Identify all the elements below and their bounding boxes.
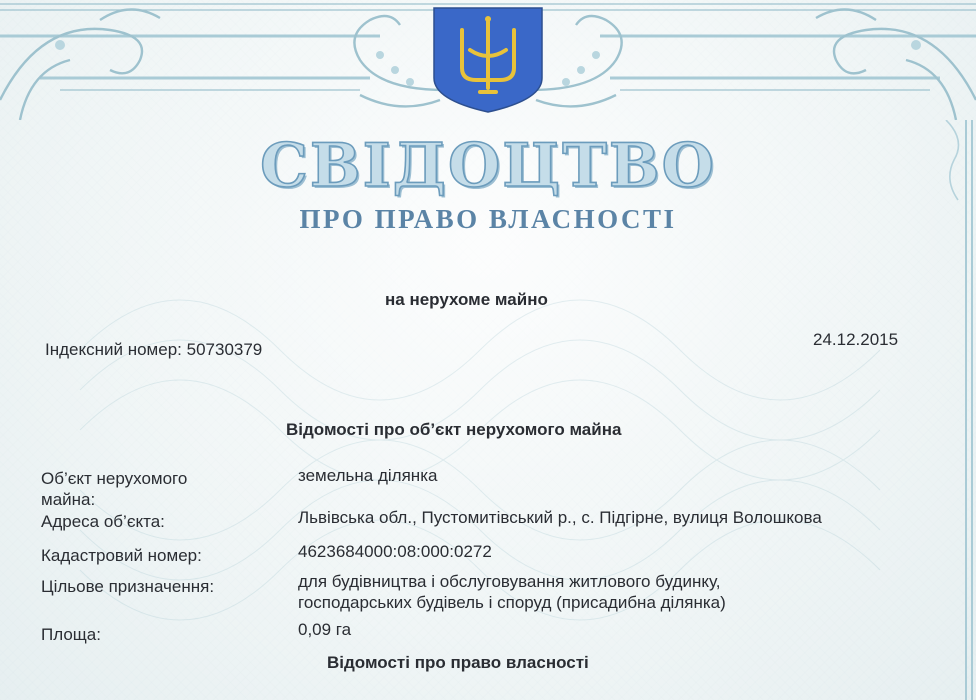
- object-section-heading: Відомості про об’єкт нерухомого майна: [286, 420, 622, 439]
- address-value: Львівська обл., Пустомитівський р., с. Підгірне, вулиця Волошкова: [298, 508, 822, 527]
- certificate-subtitle: ПРО ПРАВО ВЛАСНОСТІ: [299, 204, 677, 234]
- ornamental-frame-top: [0, 0, 976, 120]
- cadastral-number-label: Кадастровий номер:: [41, 546, 202, 565]
- issue-date: 24.12.2015: [813, 330, 899, 349]
- area-label: Площа:: [41, 625, 101, 644]
- certificate-object-type: на нерухоме майно: [385, 290, 548, 309]
- object-type-value: земельна ділянка: [298, 466, 438, 485]
- index-number-label: Індексний номер:: [45, 340, 182, 359]
- index-number-value: 50730379: [186, 340, 263, 359]
- certificate-title: СВІДОЦТВО: [260, 131, 716, 201]
- trident-coat-of-arms-icon: [434, 8, 542, 112]
- address-label: Адреса об’єкта:: [41, 512, 165, 531]
- area-value: 0,09 га: [298, 620, 352, 639]
- purpose-label: Цільове призначення:: [41, 577, 215, 596]
- cadastral-number-value: 4623684000:08:000:0272: [298, 542, 492, 561]
- purpose-value-line2: господарських будівель і споруд (присадибна ділянка): [298, 593, 726, 612]
- ownership-section-heading: Відомості про право власності: [327, 653, 589, 672]
- index-number: [45, 339, 262, 360]
- object-type-label: Об’єкт нерухомого майна:: [41, 469, 188, 509]
- purpose-value: для будівництва і обслуговування житлового будинку,: [298, 572, 721, 591]
